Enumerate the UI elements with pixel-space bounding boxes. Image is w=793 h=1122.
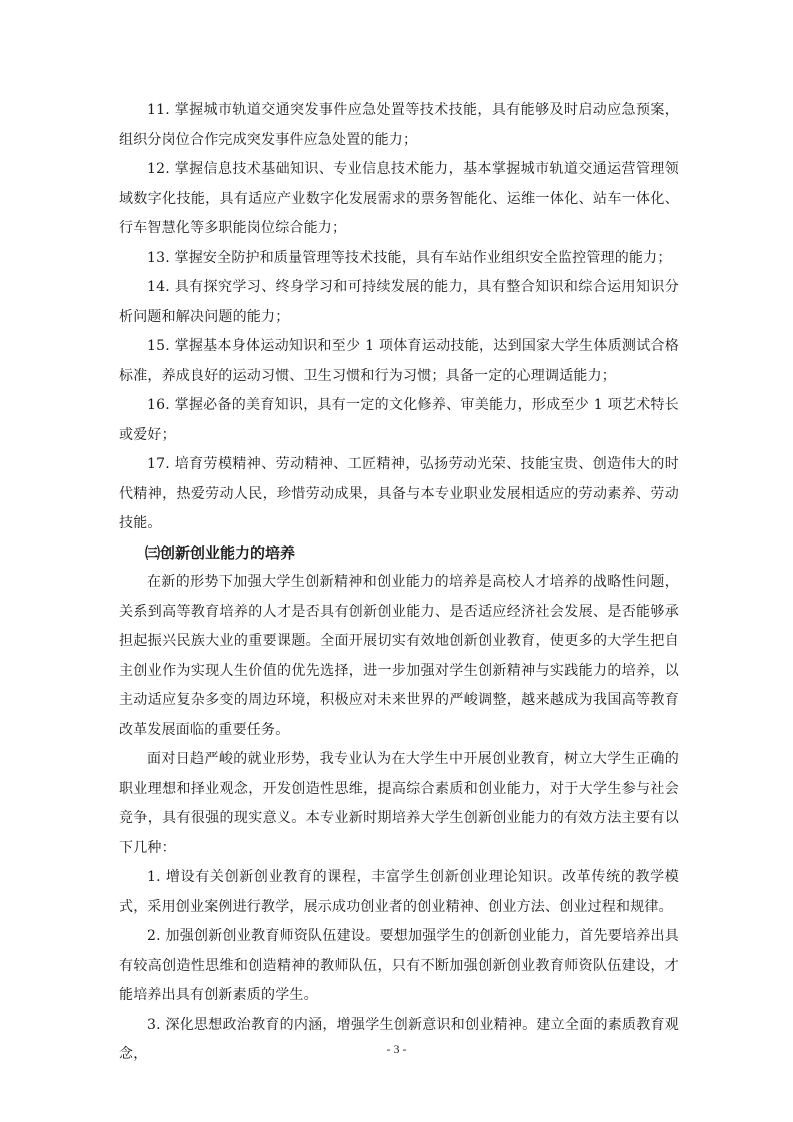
paragraph-method-3: 3. 深化思想政治教育的内涵，增强学生创新意识和创业精神。建立全面的素质教育观念， (119, 1016, 679, 1062)
section-heading: ㈢创新创业能力的培养 (145, 543, 296, 562)
paragraph-item-16: 16. 掌握必备的美育知识，具有一定的文化修养、审美能力，形成至少 1 项艺术特长或爱好； (119, 397, 679, 443)
paragraph-item-15: 15. 掌握基本身体运动知识和至少 1 项体育运动技能，达到国家大学生体质测试合格标准，养成良好的运动习惯、卫生习惯和行为习惯；具备一定的心理调适能力； (119, 338, 679, 384)
paragraph-item-11: 11. 掌握城市轨道交通突发事件应急处置等技术技能，具有能够及时启动应急预案，组织分岗位合作完成突发事件应急处置的能力； (119, 102, 679, 148)
paragraph-item-14: 14. 具有探究学习、终身学习和可持续发展的能力，具有整合知识和综合运用知识分析问题和解决问题的能力； (119, 279, 679, 325)
paragraph-item-17: 17. 培育劳模精神、劳动精神、工匠精神，弘扬劳动光荣、技能宝贵、创造伟大的时代精神，热爱劳动人民，珍惜劳动成果，具备与本专业职业发展相适应的劳动素养、劳动技能。 (119, 456, 679, 531)
paragraph-item-13: 13. 掌握安全防护和质量管理等技术技能，具有车站作业组织安全监控管理的能力； (147, 249, 672, 266)
paragraph-employment: 面对日趋严峻的就业形势，我专业认为在大学生中开展创业教育，树立大学生正确的职业理想和择业观念，开发创造性思维，提高综合素质和创业能力，对于大学生参与社会竞争，具有很强的现实意义。本专业新时期培养大学生创新创业能力的有效方法主要有以下几种： (119, 751, 679, 856)
paragraph-item-12: 12. 掌握信息技术基础知识、专业信息技术能力，基本掌握城市轨道交通运营管理领域数字化技能，具有适应产业数字化发展需求的票务智能化、运维一体化、站车一体化、行车智慧化等多职能岗位综合能力； (119, 161, 679, 236)
paragraph-intro: 在新的形势下加强大学生创新精神和创业能力的培养是高校人才培养的战略性问题，关系到高等教育培养的人才是否具有创新创业能力、是否适应经济社会发展、是否能够承担起振兴民族大业的重要课题。全面开展切实有效地创新创业教育，使更多的大学生把自主创业作为实现人生价值的优先选择，进一步加强对学生创新精神与实践能力的培养，以主动适应复杂多变的周边环境，积极应对未来世界的严峻调整，越来越成为我国高等教育改革发展面临的重要任务。 (119, 574, 679, 738)
page-number: - 3 - (386, 1042, 407, 1056)
page-content (119, 96, 679, 1070)
paragraph-method-2: 2. 加强创新创业教育师资队伍建设。要想加强学生的创新创业能力，首先要培养出具有较高创造性思维和创造精神的教师队伍，只有不断加强创新创业教育师资队伍建设，才能培养出具有创新素质的学生。 (119, 928, 679, 1003)
paragraph-method-1: 1. 增设有关创新创业教育的课程，丰富学生创新创业理论知识。改革传统的教学模式，采用创业案例进行教学，展示成功创业者的创业精神、创业方法、创业过程和规律。 (119, 869, 679, 915)
